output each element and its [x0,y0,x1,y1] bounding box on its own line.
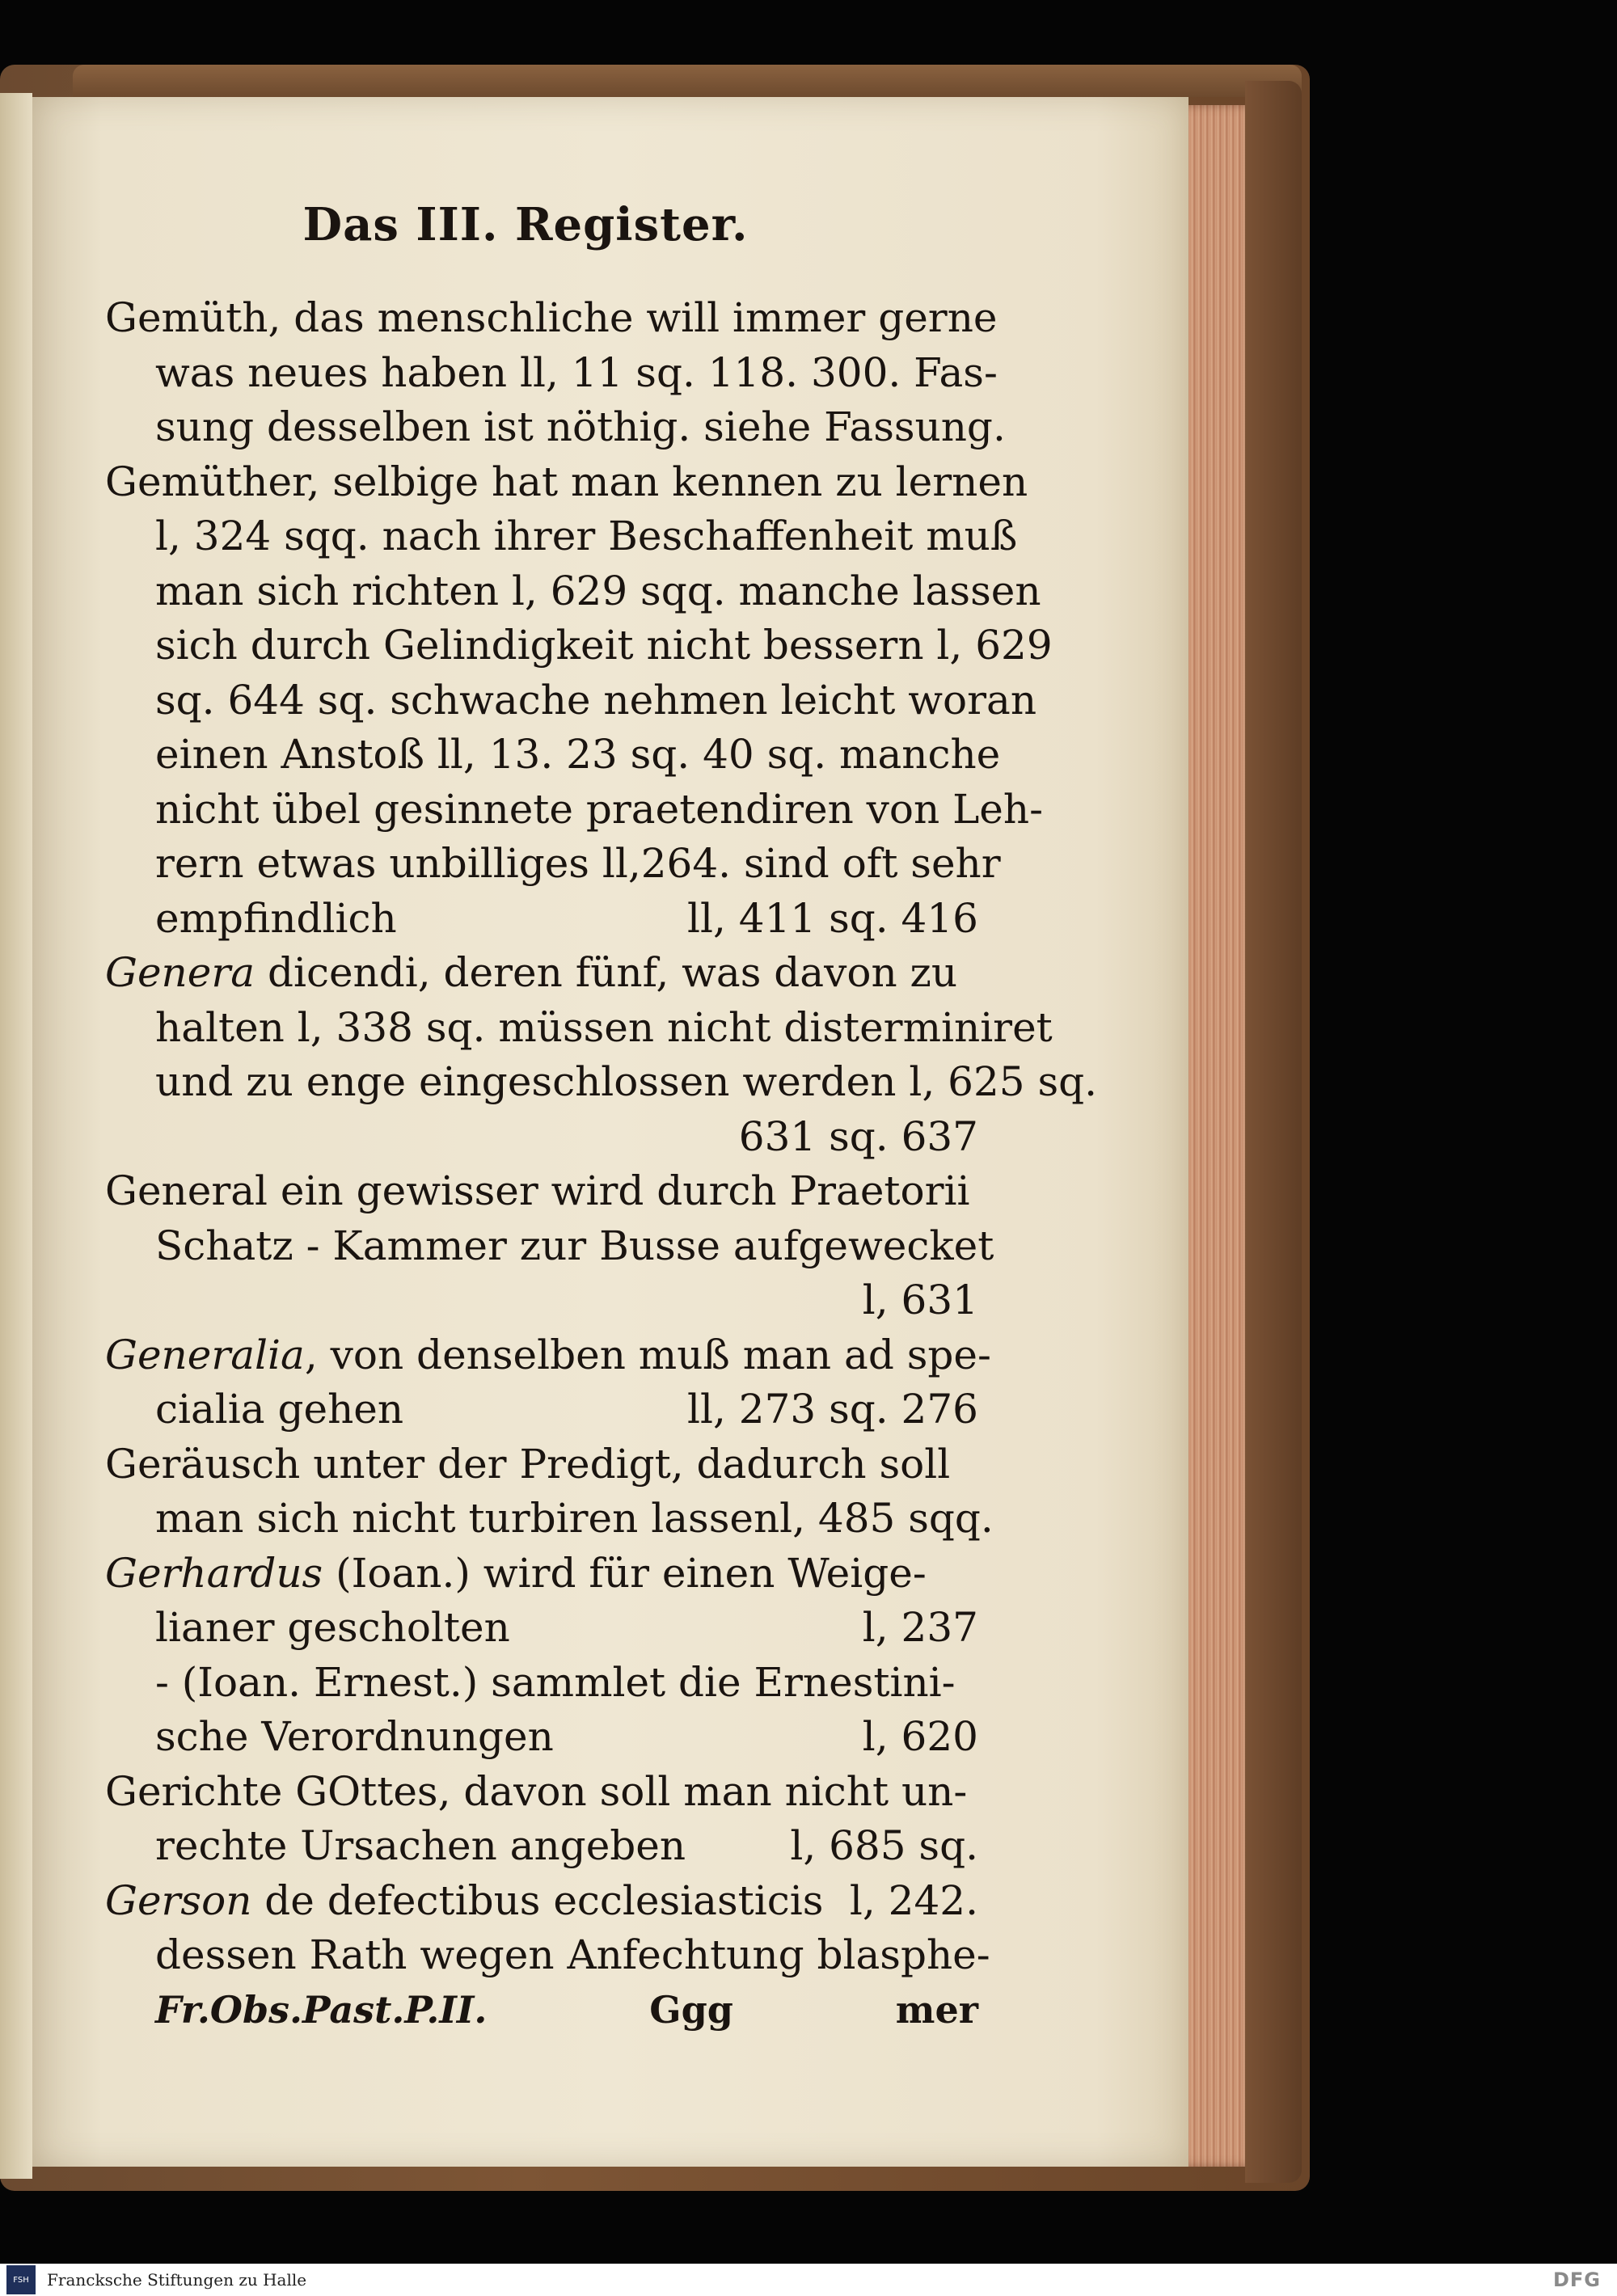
entry-line [105,1492,994,1547]
entry-line: Gemüth, das menschliche will immer gerne [105,294,998,341]
index-entry [105,1164,994,1328]
entry-text: dicendi, deren fünf, was davon zu [255,949,958,996]
page-reference: l, 237 [862,1604,978,1651]
dfg-logo: DFG [1552,2269,1601,2291]
index-entry [105,1328,991,1437]
entry-headword: Genera [105,949,255,996]
page-reference: ll, 273 sq. 276 [687,1386,978,1433]
entry-line: und zu enge eingeschlossen werden l, 625 sq. [155,1058,1098,1105]
page-reference: l, 242. [849,1876,978,1924]
page-reference: 631 sq. 637 [738,1112,978,1160]
entry-line: sq. 644 sq. schwache nehmen leicht woran [155,676,1037,724]
entry-line [105,1382,978,1437]
entry-line: l, 324 sqq. nach ihrer Beschaffenheit muß [155,513,1018,559]
entry-line [105,1601,978,1656]
entry-line: sung desselben ist nöthig. siehe Fassung. [155,403,1006,450]
entry-text: de defectibus ecclesiasticis [251,1876,824,1924]
institution-name: Francksche Stiftungen zu Halle [47,2270,307,2290]
book-cover-top [73,65,1302,97]
catchword: mer [895,1987,978,2032]
page-header: Das III. Register. [302,198,749,251]
index-entry [105,455,1053,947]
entry-text: empfindlich [155,894,397,942]
entry-text: lianer gescholten [155,1604,510,1651]
index-entry [105,1547,978,1656]
entry-headword: Gerhardus [105,1549,323,1597]
index-entry [105,1874,990,1983]
entry-line: sich durch Gelindigkeit nicht bessern l, 629 [155,622,1053,669]
entry-line: nicht übel gesinnete praetendiren von Leh- [155,785,1043,833]
entry-text: , von denselben muß man ad spe- [304,1331,991,1378]
page-reference: ll, 411 sq. 416 [687,894,978,942]
entry-line [105,946,978,1001]
entry-line [105,1547,978,1602]
entry-line: Geräusch unter der Predigt, dadurch soll [105,1440,951,1488]
entry-line: Schatz - Kammer zur Busse aufgewecket [155,1222,994,1269]
index-entry [105,946,1098,1164]
signature-mark: Fr.Obs.Past.P.II. [155,1987,488,2032]
entry-line: - (Ioan. Ernest.) sammlet die Ernestini- [155,1658,956,1706]
entry-headword: Generalia [105,1331,305,1378]
entry-line [105,1874,978,1929]
entry-line: General ein gewisser wird durch Praetorii [105,1167,970,1214]
page-reference: l, 685 sq. [790,1822,978,1869]
entry-line: man sich richten l, 629 sqq. manche lassen [155,567,1041,614]
entry-headword: Gerson [105,1876,252,1924]
entry-line: einen Anstoß ll, 13. 23 sq. 40 sq. manche [155,731,1001,778]
page-footer [105,1983,978,2038]
facing-page-edge [0,93,32,2179]
page-reference: l, 485 sqq. [779,1495,994,1542]
entry-text: sche Verordnungen [155,1713,554,1760]
index-entry [105,291,1006,455]
page-reference: l, 631 [862,1277,978,1323]
institution-logo-icon: FSH [6,2265,36,2294]
entry-line: halten l, 338 sq. müssen nicht disterminiret [155,1003,1053,1051]
entry-line [105,1328,991,1383]
entry-text: (Ioan.) wird für einen Weige- [323,1549,927,1597]
entry-line: Gerichte GOttes, davon soll man nicht un- [105,1767,968,1815]
entry-text: man sich nicht turbiren lassen [155,1495,780,1542]
entry-line: rern etwas unbilliges ll,264. sind oft sehr [155,840,1001,887]
sheet-signature: Ggg [649,1987,733,2032]
entry-line [105,892,978,947]
entry-text: cialia gehen [155,1386,404,1433]
book-cover-edge [1245,81,1302,2183]
entry-line: was neues haben ll, 11 sq. 118. 300. Fas- [155,348,998,396]
page-text [105,198,1098,2037]
entry-text: rechte Ursachen angeben [155,1822,686,1869]
index-entry [105,1765,978,1874]
page-reference: l, 620 [862,1713,978,1760]
entry-line [105,1819,978,1874]
index-entry [105,1656,978,1765]
index-entry [105,1437,994,1547]
entry-line: Gemüther, selbige hat man kennen zu lernen [105,458,1028,505]
viewer-footer-bar [0,2264,1617,2296]
entry-line [105,1710,978,1765]
entry-line: dessen Rath wegen Anfechtung blasphe- [155,1931,990,1978]
